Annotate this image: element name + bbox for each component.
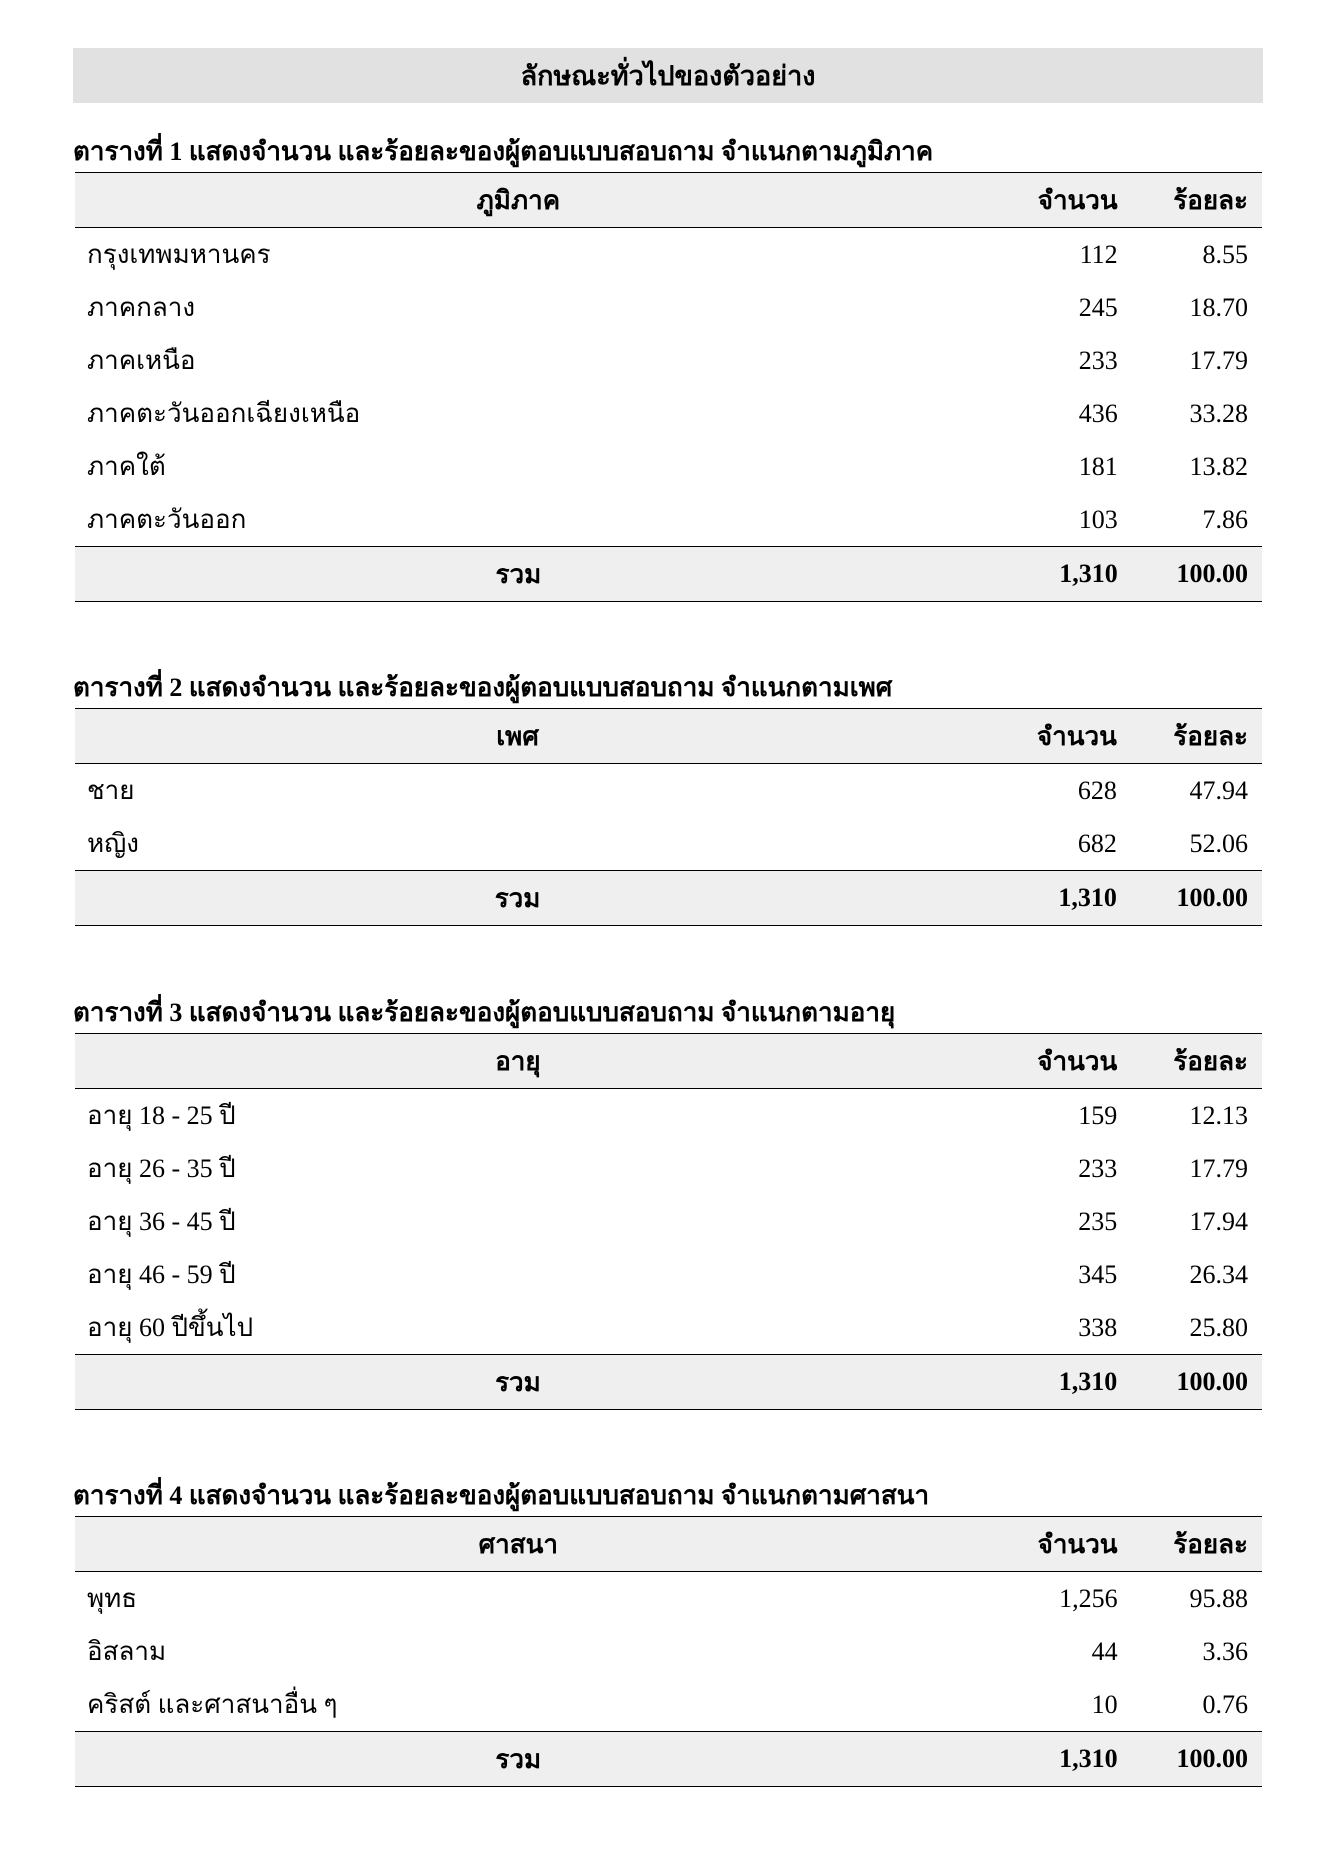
row-percent: 17.79: [1189, 345, 1248, 375]
total-count: 1,310: [990, 871, 1131, 926]
total-percent: 100.00: [1131, 871, 1262, 926]
table-section-age: [73, 993, 1263, 1410]
row-count: 682: [1077, 828, 1117, 858]
row-count: 436: [1078, 398, 1118, 428]
row-label: อายุ 60 ปีขึ้นไป: [87, 1313, 254, 1342]
table-header-row: [75, 709, 1262, 764]
row-percent: 13.82: [1189, 451, 1248, 481]
column-header-percent: ร้อยละ: [1132, 173, 1262, 228]
total-percent: 100.00: [1131, 1355, 1262, 1410]
row-percent: 17.79: [1189, 1153, 1248, 1183]
row-percent: 3.36: [1202, 1636, 1248, 1666]
row-label: ภาคกลาง: [87, 293, 196, 322]
row-count: 103: [1078, 504, 1118, 534]
row-label: หญิง: [87, 829, 139, 858]
table-row: [75, 1301, 1262, 1355]
row-count: 10: [1091, 1689, 1118, 1719]
row-count: 345: [1078, 1259, 1118, 1289]
table-header-row: [75, 173, 1262, 228]
column-header-percent: ร้อยละ: [1131, 709, 1262, 764]
column-header-percent: ร้อยละ: [1131, 1034, 1262, 1089]
row-label: ภาคตะวันออกเฉียงเหนือ: [87, 399, 361, 428]
table-row: [75, 1089, 1262, 1143]
row-label: อายุ 36 - 45 ปี: [87, 1207, 236, 1236]
total-label: รวม: [75, 871, 990, 926]
row-label: กรุงเทพมหานคร: [87, 240, 271, 269]
table-row: [75, 1248, 1262, 1301]
table-caption: ตารางที่ 1 แสดงจำนวน และร้อยละของผู้ตอบแบบสอบถาม จำแนกตามภูมิภาค: [73, 137, 934, 166]
row-count: 235: [1078, 1206, 1118, 1236]
table-row: [75, 764, 1262, 818]
row-percent: 0.76: [1202, 1689, 1248, 1719]
row-count: 338: [1078, 1312, 1118, 1342]
row-percent: 52.06: [1189, 828, 1248, 858]
religion-table: [75, 1516, 1262, 1787]
table-row: [75, 387, 1262, 440]
row-count: 112: [1079, 239, 1118, 269]
column-header-count: จำนวน: [990, 709, 1131, 764]
row-label: พุทธ: [87, 1584, 138, 1613]
total-percent: 100.00: [1132, 1732, 1262, 1787]
row-count: 44: [1091, 1636, 1118, 1666]
total-label: รวม: [75, 547, 992, 602]
row-count: 233: [1078, 345, 1118, 375]
total-row: [75, 1355, 1262, 1410]
total-row: [75, 1732, 1262, 1787]
row-count: 233: [1078, 1153, 1118, 1183]
table-section-gender: [73, 668, 1263, 926]
table-section-religion: [73, 1476, 1263, 1787]
total-label: รวม: [75, 1732, 992, 1787]
table-row: [75, 440, 1262, 493]
row-label: อายุ 46 - 59 ปี: [87, 1260, 236, 1289]
total-count: 1,310: [992, 547, 1132, 602]
column-header-percent: ร้อยละ: [1132, 1517, 1262, 1572]
table-row: [75, 1572, 1262, 1626]
table-row: [75, 228, 1262, 282]
total-percent: 100.00: [1132, 547, 1262, 602]
row-label: อายุ 26 - 35 ปี: [87, 1154, 236, 1183]
table-section-region: [73, 132, 1263, 602]
table-header-row: [75, 1517, 1262, 1572]
row-percent: 17.94: [1189, 1206, 1248, 1236]
table-row: [75, 334, 1262, 387]
row-count: 1,256: [1059, 1583, 1118, 1613]
column-header-category: ภูมิภาค: [75, 173, 992, 228]
column-header-count: จำนวน: [991, 1034, 1131, 1089]
table-row: [75, 817, 1262, 871]
row-count: 159: [1078, 1100, 1118, 1130]
row-percent: 95.88: [1189, 1583, 1248, 1613]
total-label: รวม: [75, 1355, 991, 1410]
row-percent: 7.86: [1202, 504, 1248, 534]
table-caption: ตารางที่ 3 แสดงจำนวน และร้อยละของผู้ตอบแบบสอบถาม จำแนกตามอายุ: [73, 998, 896, 1027]
column-header-count: จำนวน: [992, 1517, 1132, 1572]
column-header-category: ศาสนา: [75, 1517, 992, 1572]
row-percent: 12.13: [1189, 1100, 1248, 1130]
column-header-count: จำนวน: [992, 173, 1132, 228]
total-count: 1,310: [992, 1732, 1132, 1787]
table-caption: ตารางที่ 2 แสดงจำนวน และร้อยละของผู้ตอบแบบสอบถาม จำแนกตามเพศ: [73, 673, 893, 702]
total-row: [75, 547, 1262, 602]
column-header-category: เพศ: [75, 709, 990, 764]
row-label: อายุ 18 - 25 ปี: [87, 1101, 236, 1130]
table-row: [75, 281, 1262, 334]
row-count: 181: [1078, 451, 1118, 481]
row-percent: 47.94: [1189, 775, 1248, 805]
row-label: ภาคตะวันออก: [87, 505, 247, 534]
row-percent: 26.34: [1189, 1259, 1248, 1289]
table-row: [75, 1625, 1262, 1678]
table-row: [75, 493, 1262, 547]
age-table: [75, 1033, 1262, 1410]
row-label: ภาคใต้: [87, 452, 166, 481]
table-row: [75, 1195, 1262, 1248]
row-count: 628: [1077, 775, 1117, 805]
table-row: [75, 1678, 1262, 1732]
row-label: อิสลาม: [87, 1637, 167, 1666]
gender-table: [75, 708, 1262, 926]
column-header-category: อายุ: [75, 1034, 991, 1089]
row-percent: 8.55: [1202, 239, 1248, 269]
table-header-row: [75, 1034, 1262, 1089]
total-row: [75, 871, 1262, 926]
row-percent: 25.80: [1189, 1312, 1248, 1342]
row-label: คริสต์ และศาสนาอื่น ๆ: [87, 1690, 338, 1719]
row-label: ภาคเหนือ: [87, 346, 196, 375]
table-caption: ตารางที่ 4 แสดงจำนวน และร้อยละของผู้ตอบแบบสอบถาม จำแนกตามศาสนา: [73, 1481, 930, 1510]
total-count: 1,310: [991, 1355, 1131, 1410]
table-row: [75, 1142, 1262, 1195]
region-table: [75, 172, 1262, 602]
row-percent: 18.70: [1189, 292, 1248, 322]
row-percent: 33.28: [1189, 398, 1248, 428]
row-label: ชาย: [87, 776, 135, 805]
row-count: 245: [1078, 292, 1118, 322]
page-title: ลักษณะทั่วไปของตัวอย่าง: [73, 48, 1263, 103]
